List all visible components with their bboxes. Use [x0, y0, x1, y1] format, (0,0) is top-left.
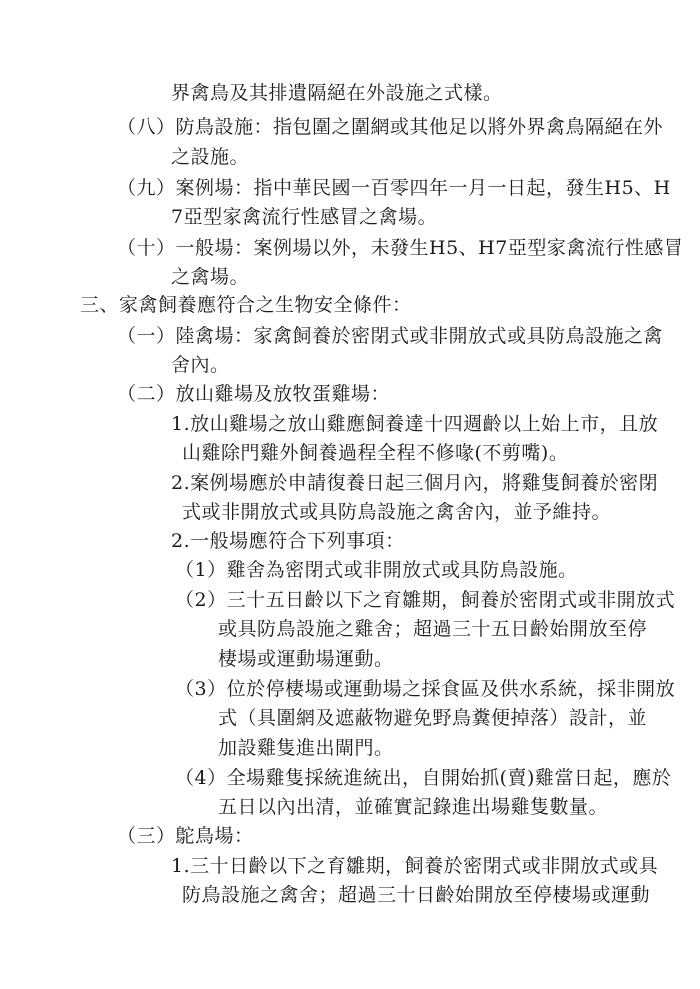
text-line: 1.放山雞場之放山雞應飼養達十四週齡以上始上市，且放: [171, 413, 659, 435]
text-line: （八）防鳥設施：指包圍之圍網或其他足以將外界禽鳥隔絕在外: [117, 116, 664, 138]
text-line: （2）三十五日齡以下之育雛期，飼養於密閉式或非開放式: [175, 589, 676, 611]
text-line: 式（具圍網及遮蔽物避免野鳥糞便掉落）設計，並: [218, 707, 648, 729]
text-line: 三、家禽飼養應符合之生物安全條件：: [80, 294, 412, 316]
text-line: 1.三十日齡以下之育雛期，飼養於密閉式或非開放式或具: [171, 855, 659, 877]
text-line: 7亞型家禽流行性感冒之禽場。: [171, 206, 438, 228]
text-line: 式或非開放式或具防鳥設施之禽舍內，並予維持。: [182, 501, 612, 523]
text-line: 五日以內出清，並確實記錄進出場雞隻數量。: [218, 796, 609, 818]
text-line: 棲場或運動場運動。: [218, 648, 394, 670]
text-line: 山雞除門雞外飼養過程全程不修喙(不剪嘴)。: [182, 442, 569, 464]
text-line: （一）陸禽場：家禽飼養於密閉式或非開放式或具防鳥設施之禽: [117, 325, 664, 347]
text-line: 或具防鳥設施之雞舍；超過三十五日齡始開放至停: [218, 618, 648, 640]
text-line: 之設施。: [171, 146, 250, 168]
text-line: 防鳥設施之禽舍；超過三十日齡始開放至停棲場或運動: [182, 884, 651, 906]
text-line: （3）位於停棲場或運動場之採食區及供水系統，採非開放: [175, 678, 676, 700]
text-line: 2.一般場應符合下列事項：: [171, 530, 405, 552]
text-line: （三）鴕鳥場：: [117, 825, 254, 847]
text-line: （十）一般場：案例場以外，未發生H5、H7亞型家禽流行性感冒: [117, 237, 684, 259]
text-line: （4）全場雞隻採統進統出，自開始抓(賣)雞當日起，應於: [175, 767, 672, 789]
text-line: 舍內。: [171, 354, 230, 376]
text-line: 之禽場。: [171, 266, 250, 288]
text-line: 界禽鳥及其排遺隔絕在外設施之式樣。: [171, 82, 503, 104]
text-line: （1）雞舍為密閉式或非開放式或具防鳥設施。: [175, 559, 578, 581]
text-line: 2.案例場應於申請復養日起三個月內，將雞隻飼養於密閉: [171, 472, 659, 494]
text-line: （二）放山雞場及放牧蛋雞場：: [117, 383, 391, 405]
text-line: （九）案例場：指中華民國一百零四年一月一日起，發生H5、H: [117, 177, 671, 199]
text-line: 加設雞隻進出閘門。: [218, 737, 394, 759]
